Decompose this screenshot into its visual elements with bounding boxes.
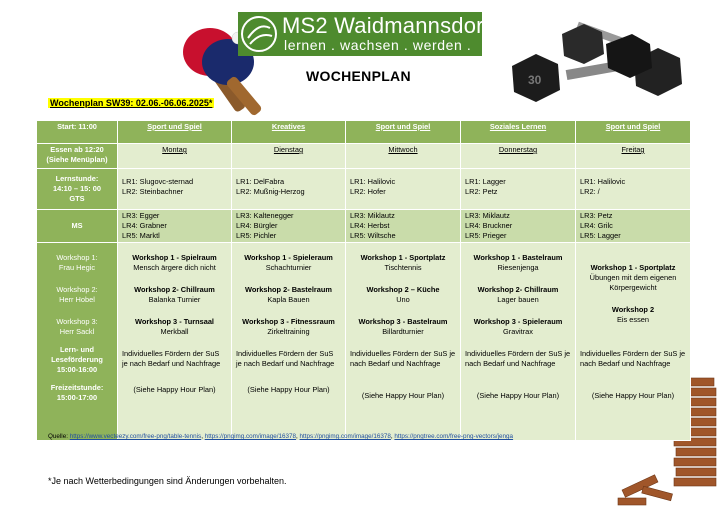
source-link[interactable]: https://pngimg.com/image/16378 bbox=[204, 433, 297, 440]
lernstunde-cell: LR1: Slugovc-sternad LR2: Steinbachner bbox=[118, 169, 232, 210]
ms-cell: LR3: Petz LR4: Grilc LR5: Lagger bbox=[576, 210, 691, 243]
ms-label: MS bbox=[37, 210, 118, 243]
activity-cell: Kreatives bbox=[232, 121, 346, 144]
workshop-cell-monday: Workshop 1 - Spielraum Mensch ärgere dich nicht Workshop 2- Chillraum Balanka Turnier Workshop 3 - Turnsaal Merkball Individuelles Fördern der SuS je nach Bedarf und Nachfrage (Siehe Happy Hour Plan) bbox=[118, 243, 232, 441]
lernstunde-row bbox=[37, 169, 691, 210]
activity-cell: Sport und Spiel bbox=[576, 121, 691, 144]
workshop-1-label: Workshop 1: Frau Hegic bbox=[56, 253, 98, 272]
footnote: *Je nach Wetterbedingungen sind Änderungen vorbehalten. bbox=[48, 476, 287, 486]
workshop-cell-friday: Workshop 1 - Sportplatz Übungen mit dem eigenen Körpergewicht Workshop 2 Eis essen Individuelles Fördern der SuS je nach Bedarf und Nachfrage (Siehe Happy Hour Plan) bbox=[576, 243, 691, 441]
day-cell: Dienstag bbox=[232, 144, 346, 169]
afternoon-labels bbox=[37, 243, 118, 441]
dumbbell-weight-label: 30 bbox=[528, 73, 542, 87]
lernfoerderung-label: Lern- und Leseförderung 15:00-16:00 bbox=[51, 345, 103, 374]
activity-cell: Sport und Spiel bbox=[346, 121, 461, 144]
page-title: WOCHENPLAN bbox=[306, 68, 411, 84]
workshop-cell-wednesday: Workshop 1 - Sportplatz Tischtennis Workshop 2 – Küche Uno Workshop 3 - Bastelraum Billardturnier Individuelles Fördern der SuS je nach Bedarf und Nachfrage (Siehe Happy Hour Plan) bbox=[346, 243, 461, 441]
image-sources: Quelle: https://www.vecteezy.com/free-png/table-tennis, https://pngimg.com/image/16378, https://pngimg.com/image/16378, https://pngtree.com/free-png-vectors/jenga bbox=[48, 433, 514, 440]
ms-cell: LR3: Kaltenegger LR4: Bürgler LR5: Pichler bbox=[232, 210, 346, 243]
activity-cell: Sport und Spiel bbox=[118, 121, 232, 144]
workshop-cell-thursday: Workshop 1 - Bastelraum Riesenjenga Workshop 2- Chillraum Lager bauen Workshop 3 - Spieleraum Gravitrax Individuelles Fördern der SuS je nach Bedarf und Nachfrage (Siehe Happy Hour Plan) bbox=[461, 243, 576, 441]
lernstunde-cell: LR1: Lagger LR2: Petz bbox=[461, 169, 576, 210]
weekly-plan-table bbox=[36, 120, 691, 441]
week-label: Wochenplan SW39: 02.06.-06.06.2025* bbox=[50, 98, 213, 108]
source-link[interactable]: https://pngimg.com/image/16378 bbox=[299, 433, 391, 440]
day-cell: Mittwoch bbox=[346, 144, 461, 169]
start-time-cell: Start: 11:00 bbox=[37, 121, 118, 144]
essen-row bbox=[37, 144, 691, 169]
activity-row bbox=[37, 121, 691, 144]
logo-slogan: lernen . wachsen . werden . bbox=[284, 37, 472, 53]
school-logo-icon bbox=[240, 14, 278, 54]
workshop-3-label: Workshop 3: Herr Sackl bbox=[56, 317, 98, 336]
freizeitstunde-label: Freizeitstunde: 15:00-17:00 bbox=[50, 383, 104, 402]
ms-cell: LR3: Egger LR4: Grabner LR5: Marktl bbox=[118, 210, 232, 243]
ms-row bbox=[37, 210, 691, 243]
day-cell: Freitag bbox=[576, 144, 691, 169]
workshop-cell-tuesday: Workshop 1 - Spieleraum Schachturnier Workshop 2- Bastelraum Kapla Bauen Workshop 3 - Fitnessraum Zirkeltraining Individuelles Fördern der SuS je nach Bedarf und Nachfrage (Siehe Happy Hour Plan) bbox=[232, 243, 346, 441]
essen-label: Essen ab 12:20 (Siehe Menüplan) bbox=[37, 144, 118, 169]
source-link[interactable]: https://pngtree.com/free-png-vectors/jenga bbox=[394, 433, 514, 440]
workshop-2-label: Workshop 2: Herr Hobel bbox=[56, 285, 98, 304]
workshop-row bbox=[37, 243, 691, 441]
logo-school-name: MS2 Waidmannsdorf bbox=[282, 13, 490, 38]
dumbbells-image bbox=[506, 20, 692, 124]
day-cell: Donnerstag bbox=[461, 144, 576, 169]
lernstunde-cell: LR1: Halilovic LR2: Hofer bbox=[346, 169, 461, 210]
ms-cell: LR3: Miklautz LR4: Bruckner LR5: Prieger bbox=[461, 210, 576, 243]
source-link[interactable]: https://www.vecteezy.com/free-png/table-tennis bbox=[69, 433, 202, 440]
lernstunde-cell: LR1: Halilovic LR2: / bbox=[576, 169, 691, 210]
day-cell: Montag bbox=[118, 144, 232, 169]
activity-cell: Soziales Lernen bbox=[461, 121, 576, 144]
lernstunde-cell: LR1: DelFabra LR2: Mußnig-Herzog bbox=[232, 169, 346, 210]
lernstunde-label: Lernstunde: 14:10 – 15: 00 GTS bbox=[37, 169, 118, 210]
ms-cell: LR3: Miklautz LR4: Herbst LR5: Wiltsche bbox=[346, 210, 461, 243]
